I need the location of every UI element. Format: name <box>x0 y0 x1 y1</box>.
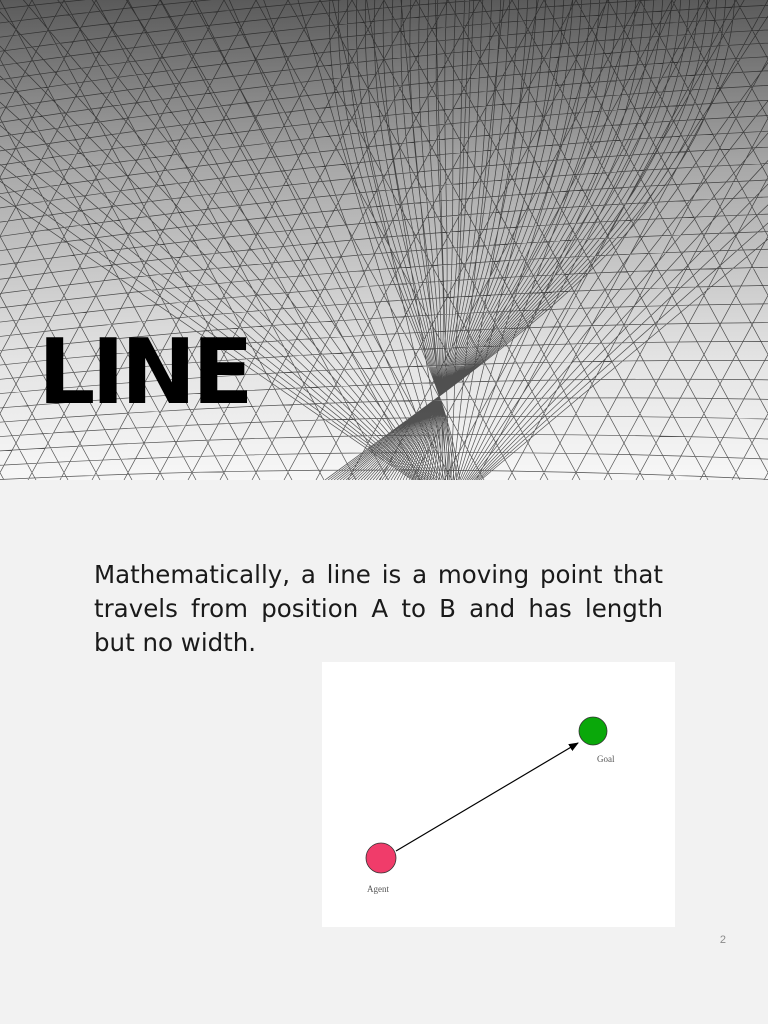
page-number: 2 <box>719 934 726 946</box>
body-text: Mathematically, a line is a moving point that travels from position A to B and has length but no width. <box>94 560 663 657</box>
line-arrow <box>396 743 578 851</box>
slide-title: LINE <box>38 320 250 425</box>
agent-label: Agent <box>367 884 389 894</box>
line-diagram <box>322 662 675 927</box>
hero-image <box>0 0 768 480</box>
goal-node <box>579 717 607 745</box>
agent-node <box>366 843 396 873</box>
goal-label: Goal <box>597 754 615 764</box>
